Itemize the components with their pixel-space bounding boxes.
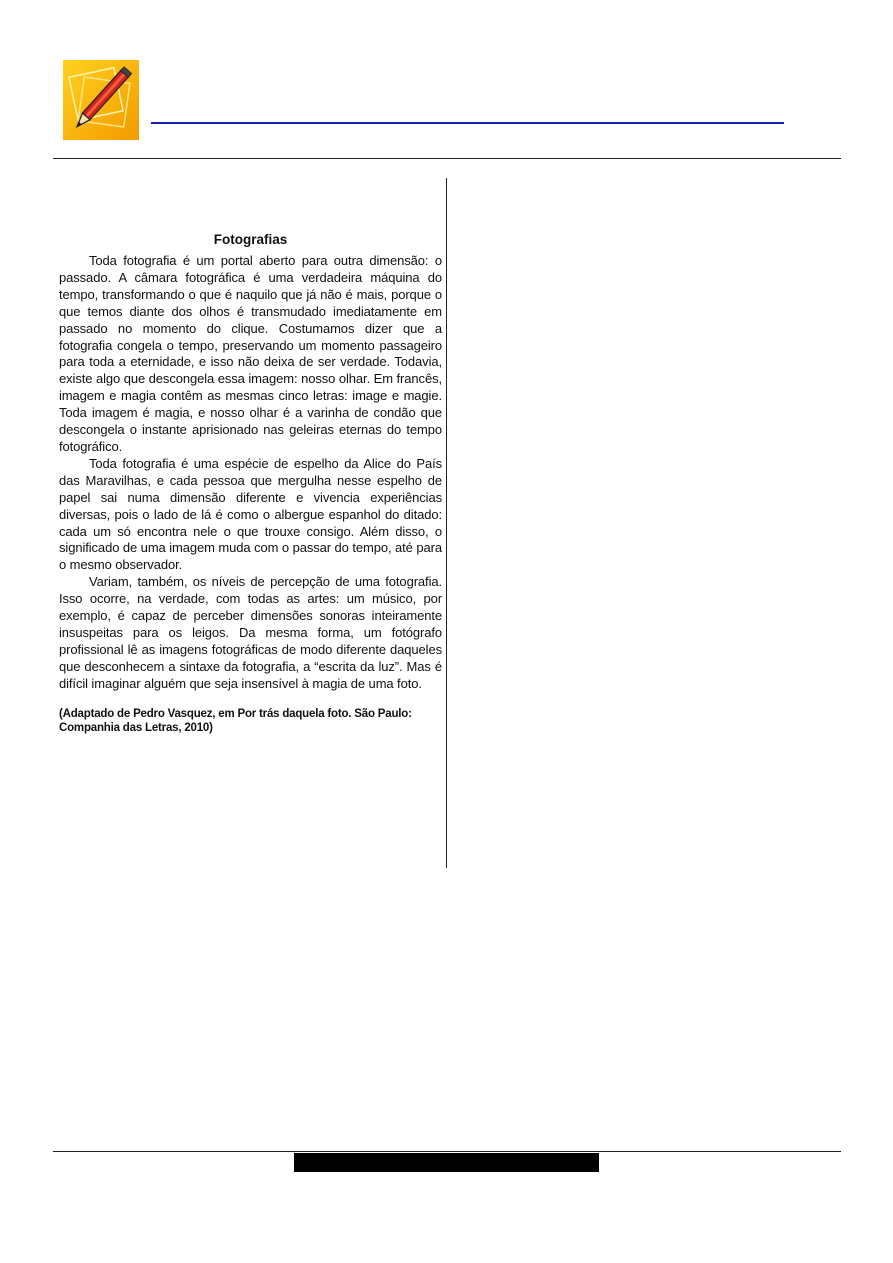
article-paragraph-3: Variam, também, os níveis de percepção de uma fotografia. Isso ocorre, na verdade, com todas as artes: um músico, por exemplo, é capaz de perceber dimensões sonoras inteiramente insuspeitas para os leigos. Da mesma forma, um fotógrafo profissional lê as imagens fotográficas de modo diferente daqueles que desconhecem a sintaxe da fotografia, a “escrita da luz”. Mas é difícil imaginar alguém que seja insensível à magia de uma foto. [59,574,442,691]
header-divider [53,158,841,159]
header-accent-line [151,122,784,124]
article-paragraph-1: Toda fotografia é um portal aberto para outra dimensão: o passado. A câmara fotográfica é uma verdadeira máquina do tempo, transformando o que é naquilo que já não é mais, porque o que temos diante dos olhos é transmudado imediatamente em passado no momento do clique. Costumamos dizer que a fotografia congela o tempo, preservando um momento passageiro para toda a eternidade, e isso não deixa de ser verdade. Todavia, existe algo que descongela essa imagem: nosso olhar. Em francês, imagem e magia contêm as mesmas cinco letras: image e magie. Toda imagem é magia, e nosso olhar é a varinha de condão que descongela o instante aprisionado nas geleiras eternas do tempo fotográfico. [59,253,442,454]
article-paragraph-2: Toda fotografia é uma espécie de espelho da Alice do País das Maravilhas, e cada pessoa que mergulha nesse espelho de papel sai numa dimensão diferente e vivencia experiências diversas, pois o lado de lá é como o albergue espanhol do ditado: cada um só encontra nele o que trouxe consigo. Além disso, o significado de uma imagem muda com o passar do tempo, até para o mesmo observador. [59,455,442,573]
column-divider [446,178,447,868]
footer-bar [294,1153,599,1172]
article-citation: (Adaptado de Pedro Vasquez, em Por trás daquela foto. São Paulo: Companhia das Letras, 2010) [59,707,412,734]
article-title: Fotografias [213,232,288,247]
article [59,232,442,735]
pencil-notes-icon [63,60,139,140]
footer-divider [53,1151,841,1152]
